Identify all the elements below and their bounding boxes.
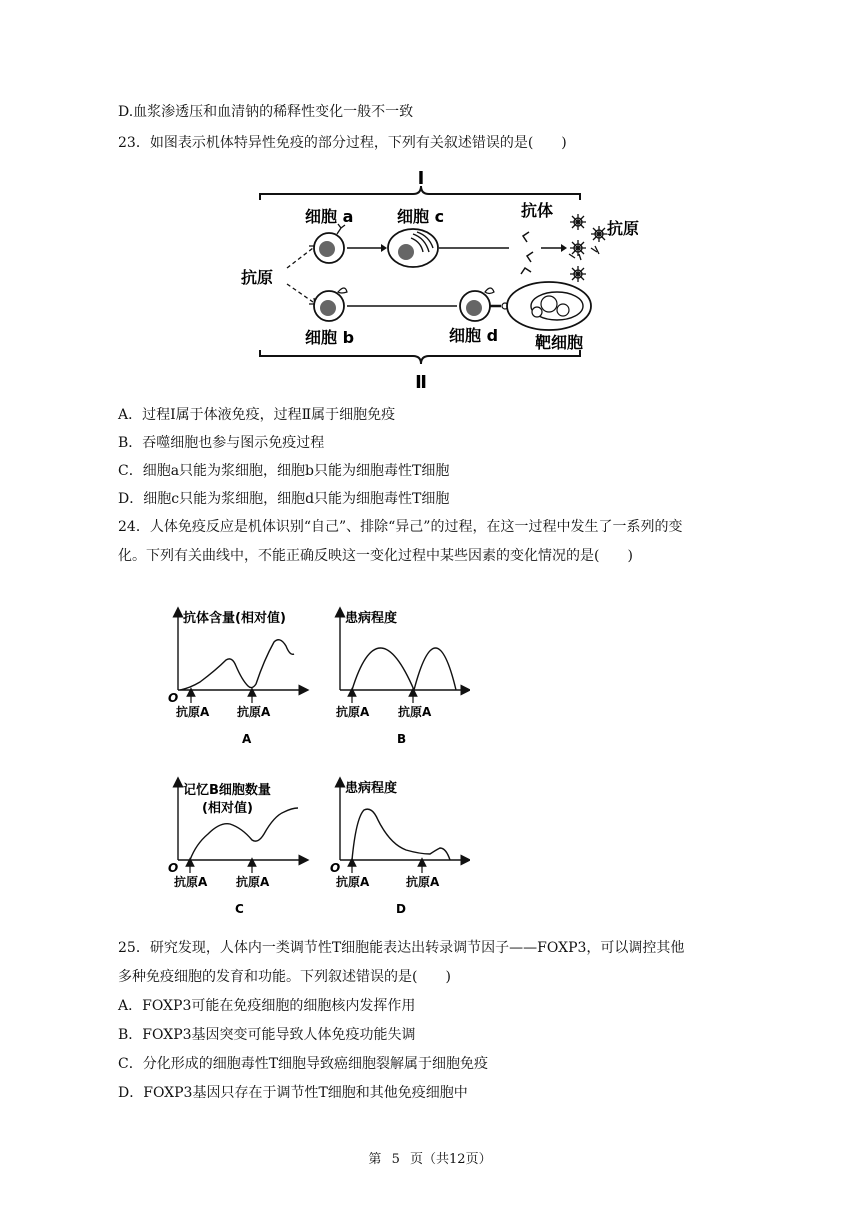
graph-a-curve bbox=[180, 640, 294, 690]
graph-b-curve bbox=[352, 648, 456, 690]
graph-a-antigen2: 抗原A bbox=[237, 705, 271, 719]
q22-option-d: D.血浆渗透压和血清钠的稀释性变化一般不一致 bbox=[118, 104, 414, 120]
graph-b-antigen1: 抗原A bbox=[336, 705, 370, 719]
graph-c-antigen1: 抗原A bbox=[174, 875, 208, 889]
graph-a-origin: O bbox=[168, 691, 179, 705]
graph-d-antigen1: 抗原A bbox=[336, 875, 370, 889]
graph-a-caption: A bbox=[242, 732, 252, 746]
graph-d-curve bbox=[352, 809, 450, 860]
graph-a bbox=[168, 610, 304, 746]
graph-b bbox=[336, 610, 466, 746]
footer-page-number: 5 bbox=[391, 1152, 400, 1167]
cell-d-icon bbox=[460, 288, 508, 321]
q24-graphs bbox=[150, 600, 470, 920]
q23-option-c: C．细胞a只能为浆细胞，细胞b只能为细胞毒性T细胞 bbox=[118, 463, 450, 479]
cell-c-label: 细胞 c bbox=[397, 207, 445, 226]
graph-b-caption: B bbox=[397, 732, 407, 746]
roman-two-label: Ⅱ bbox=[415, 372, 427, 392]
graph-c-antigen2: 抗原A bbox=[236, 875, 270, 889]
cell-a-label: 细胞 a bbox=[305, 207, 354, 226]
graph-c-ylabel2: (相对值) bbox=[202, 801, 253, 816]
q25-option-b: B．FOXP3基因突变可能导致人体免疫功能失调 bbox=[118, 1027, 416, 1043]
footer-total-pages: 12 bbox=[449, 1152, 466, 1167]
q23-stem: 23．如图表示机体特异性免疫的部分过程，下列有关叙述错误的是( ) bbox=[118, 135, 567, 151]
antigen-icons bbox=[569, 214, 607, 282]
graph-d-ylabel: 患病程度 bbox=[345, 781, 398, 796]
q23-immune-diagram bbox=[235, 160, 655, 392]
target-cell-label: 靶细胞 bbox=[535, 333, 584, 352]
graph-c-ylabel: 记忆B细胞数量 bbox=[183, 783, 271, 798]
graph-d-antigen2: 抗原A bbox=[406, 875, 440, 889]
q25-option-a: A．FOXP3可能在免疫细胞的细胞核内发挥作用 bbox=[118, 998, 416, 1014]
graph-b-antigen2: 抗原A bbox=[398, 705, 432, 719]
cell-b-label: 细胞 b bbox=[305, 328, 355, 347]
q23-option-a: A．过程Ⅰ属于体液免疫，过程Ⅱ属于细胞免疫 bbox=[118, 407, 396, 423]
q25-stem-line1: 25．研究发现，人体内一类调节性T细胞能表达出转录调节因子——FOXP3，可以调控其他 bbox=[118, 940, 685, 956]
graph-d-caption: D bbox=[396, 902, 406, 916]
cell-a-icon bbox=[314, 224, 345, 263]
antibody-icons bbox=[521, 232, 533, 274]
cell-b-icon bbox=[314, 288, 347, 321]
antigen-left-label: 抗原 bbox=[241, 268, 274, 287]
cell-d-label: 细胞 d bbox=[449, 326, 499, 345]
footer-prefix: 第 bbox=[368, 1152, 382, 1167]
antibody-label: 抗体 bbox=[521, 201, 554, 220]
graph-a-ylabel: 抗体含量(相对值) bbox=[183, 611, 286, 626]
footer-suffix: 页） bbox=[465, 1152, 492, 1167]
graph-d-origin: O bbox=[330, 861, 341, 875]
q25-stem-line2: 多种免疫细胞的发育和功能。下列叙述错误的是( ) bbox=[118, 969, 451, 985]
q25-option-c: C．分化形成的细胞毒性T细胞导致癌细胞裂解属于细胞免疫 bbox=[118, 1056, 489, 1072]
roman-one-label: Ⅰ bbox=[417, 168, 425, 189]
graph-c-origin: O bbox=[168, 861, 179, 875]
page-footer bbox=[0, 1148, 860, 1167]
q24-stem-line2: 化。下列有关曲线中，不能正确反映这一变化过程中某些因素的变化情况的是( ) bbox=[118, 548, 633, 564]
target-cell-icon bbox=[507, 282, 591, 330]
graph-a-antigen1: 抗原A bbox=[176, 705, 210, 719]
q24-stem-line1: 24．人体免疫反应是机体识别“自己”、排除“异己”的过程，在这一过程中发生了一系列的变 bbox=[118, 519, 683, 535]
footer-mid: 页（共 bbox=[410, 1152, 450, 1167]
graph-c bbox=[168, 782, 304, 916]
graph-b-ylabel: 患病程度 bbox=[345, 611, 398, 626]
graph-d bbox=[330, 780, 466, 916]
q23-option-d: D．细胞c只能为浆细胞，细胞d只能为细胞毒性T细胞 bbox=[118, 491, 450, 507]
antigen-right-label: 抗原 bbox=[607, 219, 640, 238]
q25-option-d: D．FOXP3基因只存在于调节性T细胞和其他免疫细胞中 bbox=[118, 1085, 468, 1101]
cell-c-icon bbox=[388, 229, 438, 267]
q23-option-b: B．吞噬细胞也参与图示免疫过程 bbox=[118, 435, 325, 451]
graph-c-caption: C bbox=[235, 902, 244, 916]
